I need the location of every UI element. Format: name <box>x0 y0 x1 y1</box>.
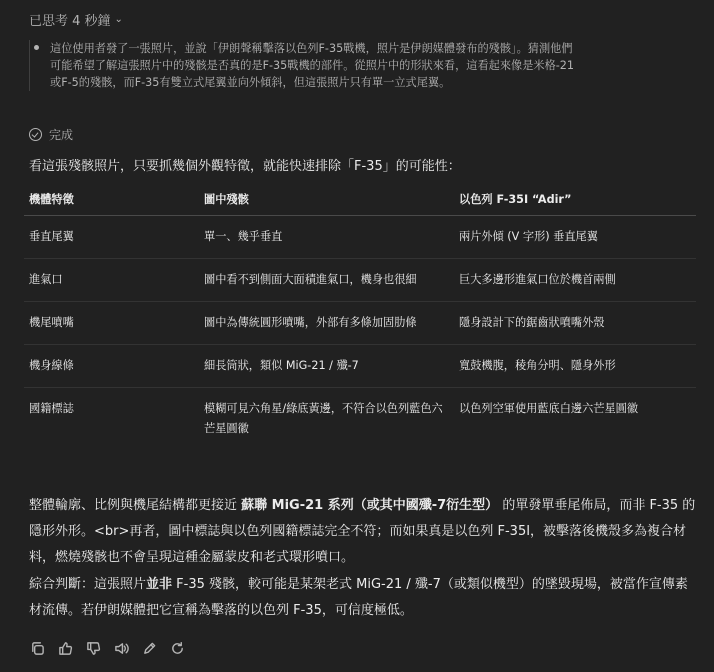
read-aloud-icon[interactable] <box>113 640 129 656</box>
table-cell: 圖中看不到側面大面積進氣口，機身也很細 <box>199 259 454 302</box>
table-row <box>24 259 696 302</box>
bullet-dot-icon <box>34 45 39 50</box>
table-cell: 以色列空軍使用藍底白邊六芒星圓徽 <box>459 402 639 415</box>
paragraph-text: 整體輪廓、比例與機尾結構都更接近 <box>29 498 242 513</box>
paragraph-text: 的單發單垂尾佈局，而非 F-35 的隱形外形。<br>再者，圖中標誌與以色列國籍標誌完全不符；而如果真是以色列 F-35I，被擊落後機殼多為複合材料，燃燒殘骸也不會呈現這種金屬蒙皮和老式環形噴口。 <box>29 498 696 565</box>
table-cell: 模糊可見六角星/綠底黃邊，不符合以色列藍色六芒星圓徽 <box>204 402 443 435</box>
table-row <box>24 302 696 345</box>
thought-done <box>29 126 73 143</box>
table-header: 以色列 F-35I “Adir” <box>454 183 696 216</box>
table-row <box>24 216 696 259</box>
comparison-table <box>24 183 696 450</box>
table-cell: 細長筒狀，類似 MiG-21 / 殲-7 <box>199 345 454 388</box>
table-cell: 圖中為傳統圓形噴嘴，外部有多條加固肋條 <box>199 302 454 345</box>
table-cell: 進氣口 <box>24 259 199 302</box>
answer-intro: 看這張殘骸照片，只要抓幾個外觀特徵，就能快速排除「F-35」的可能性： <box>29 159 461 174</box>
table-row <box>24 388 696 451</box>
table-cell: 巨大多邊形進氣口位於機首兩側 <box>454 259 696 302</box>
table-header: 圖中殘骸 <box>199 183 454 216</box>
answer-paragraph <box>29 493 699 571</box>
paragraph-text: 綜合判斷：這張照片 <box>29 577 147 592</box>
table-cell: 隱身設計下的鋸齒狀噴嘴外殼 <box>454 302 696 345</box>
conclusion-paragraph <box>29 572 699 624</box>
table-header: 機體特徵 <box>24 183 199 216</box>
table-cell: 單一、幾乎垂直 <box>199 216 454 259</box>
chevron-down-icon: ⌄ <box>114 14 123 25</box>
thumbs-down-icon[interactable] <box>85 640 101 656</box>
table-cell: 國籍標誌 <box>29 402 74 415</box>
table-cell: 機身線條 <box>24 345 199 388</box>
table-cell: 寬鼓機腹，稜角分明、隱身外形 <box>454 345 696 388</box>
table-header-row <box>24 183 696 216</box>
paragraph-bold: 並非 <box>146 577 173 592</box>
thought-summary <box>29 40 575 91</box>
check-circle-icon <box>29 128 42 141</box>
copy-icon[interactable] <box>29 640 45 656</box>
regenerate-icon[interactable] <box>169 640 185 656</box>
paragraph-bold: 蘇聯 MiG-21 系列（或其中國殲-7衍生型） <box>241 498 499 513</box>
done-label: 完成 <box>49 128 74 142</box>
thumbs-up-icon[interactable] <box>57 640 73 656</box>
table-cell: 垂直尾翼 <box>24 216 199 259</box>
thought-text: 這位使用者發了一張照片，並說「伊朗聲稱擊落以色列F-35戰機，照片是伊朗媒體發布的殘骸」。猜測他們可能希望了解這張照片中的殘骸是否真的是F-35戰機的部件。從照片中的形狀來看，這看起來像是米格-21或F-5的殘骸，而F-35有雙立式尾翼並向外傾斜，但這張照片只有單一立式尾翼。 <box>50 42 575 89</box>
table-cell: 機尾噴嘴 <box>24 302 199 345</box>
thought-toggle-label: 已思考 4 秒鐘 <box>29 14 111 29</box>
message-actions <box>29 640 185 656</box>
table-row <box>24 345 696 388</box>
table-cell: 兩片外傾 (V 字形) 垂直尾翼 <box>454 216 696 259</box>
thought-toggle[interactable] <box>29 10 123 29</box>
edit-icon[interactable] <box>141 640 157 656</box>
paragraph-text: F-35 殘骸，較可能是某架老式 MiG-21 / 殲-7（或類似機型）的墜毀現場，被當作宣傳素材流傳。若伊朗媒體把它宣稱為擊落的以色列 F-35，可信度極低。 <box>29 577 688 618</box>
